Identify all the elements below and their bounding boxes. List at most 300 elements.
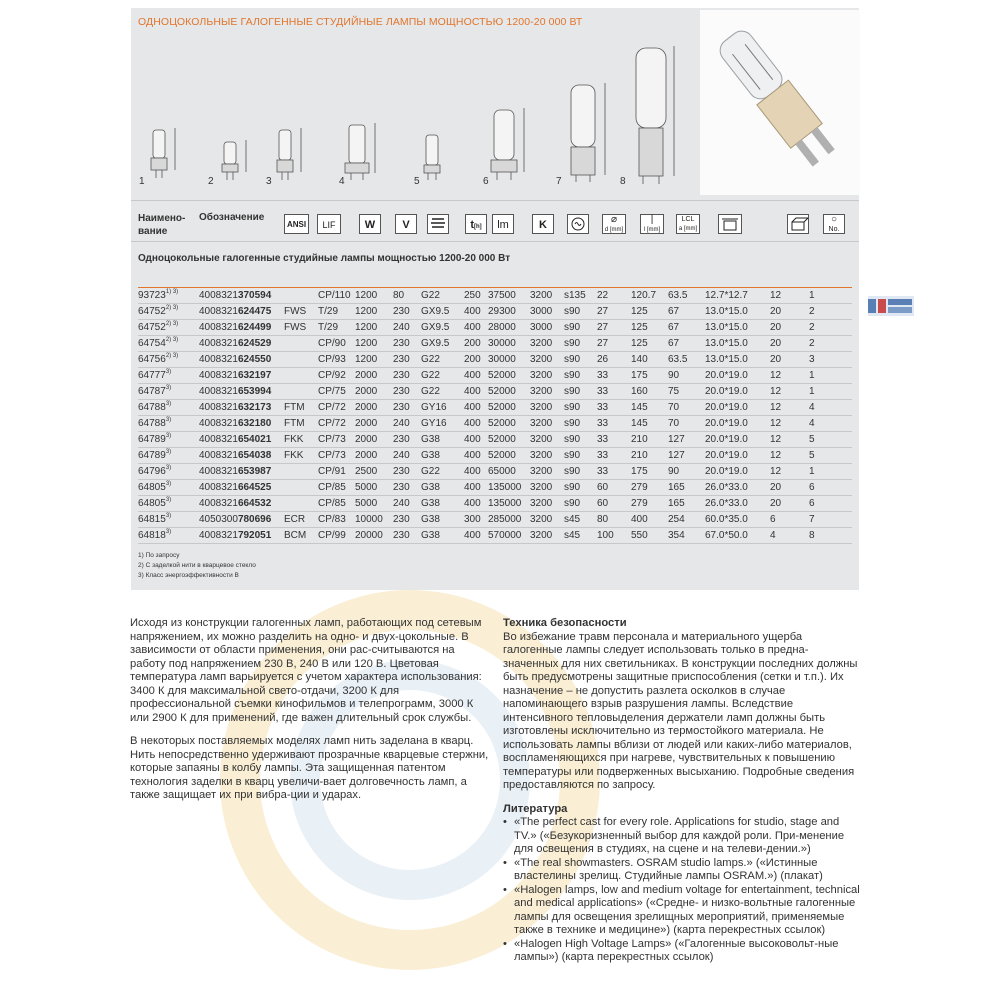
code-suffix: 653994 <box>237 386 272 397</box>
cell-dim: 20.0*19.0 <box>705 432 770 448</box>
cell-designation <box>199 288 284 304</box>
cell-k: 3200 <box>530 448 564 464</box>
cell-base: G38 <box>421 528 464 544</box>
header-name: Наимено- вание <box>138 213 186 237</box>
cell-v: 230 <box>393 368 421 384</box>
cell-name <box>138 368 199 384</box>
cell-ansi <box>284 368 318 384</box>
cell-fil: s90 <box>564 464 597 480</box>
cell-no: 4 <box>809 416 852 432</box>
table-row <box>138 464 852 480</box>
right-text-column <box>503 617 863 965</box>
code-prefix: 4008321 <box>199 434 238 445</box>
lamp-name: 64818 <box>138 530 166 541</box>
table-row <box>138 528 852 544</box>
cell-lcl: 127 <box>668 448 705 464</box>
lamp-name: 64805 <box>138 482 166 493</box>
cell-dim: 20.0*19.0 <box>705 464 770 480</box>
ansi-icon: ANSI <box>284 214 309 234</box>
cell-lm: 52000 <box>488 400 530 416</box>
cell-d: 27 <box>597 304 631 320</box>
code-prefix: 4008321 <box>199 354 238 365</box>
cell-lcl: 354 <box>668 528 705 544</box>
table-row <box>138 448 852 464</box>
cell-ansi <box>284 352 318 368</box>
cell-lcl: 63.5 <box>668 288 705 304</box>
cell-w: 2000 <box>355 416 393 432</box>
cell-t: 400 <box>464 448 488 464</box>
divider <box>131 241 859 242</box>
cell-lcl: 70 <box>668 416 705 432</box>
lcl-label: LCL <box>681 216 695 223</box>
code-suffix: 632173 <box>237 402 272 413</box>
cell-ansi: BCM <box>284 528 318 544</box>
cell-w: 1200 <box>355 304 393 320</box>
cell-base: GX9.5 <box>421 336 464 352</box>
code-prefix: 4008321 <box>199 498 238 509</box>
cell-lif: CP/72 <box>318 416 355 432</box>
cell-w: 1200 <box>355 288 393 304</box>
cell-pack: 20 <box>770 304 809 320</box>
pack-icon <box>787 214 809 234</box>
cell-fil: s90 <box>564 416 597 432</box>
cell-v: 80 <box>393 288 421 304</box>
life-unit: [h] <box>474 224 482 230</box>
cell-l: 279 <box>631 496 668 512</box>
cell-ansi <box>284 496 318 512</box>
cell-w: 20000 <box>355 528 393 544</box>
length-icon: | l [mm] <box>640 214 664 234</box>
code-prefix: 4008321 <box>199 402 238 413</box>
cell-w: 2000 <box>355 432 393 448</box>
footnote-ref: 3) <box>165 369 172 375</box>
cell-designation <box>199 464 284 480</box>
cell-lm: 30000 <box>488 352 530 368</box>
cell-lif: CP/72 <box>318 400 355 416</box>
lamp-number: 1 <box>139 176 145 187</box>
cell-t: 400 <box>464 304 488 320</box>
cell-fil: s90 <box>564 496 597 512</box>
cell-k: 3200 <box>530 416 564 432</box>
cell-no: 1 <box>809 384 852 400</box>
diameter-icon: ⌀ d [mm] <box>602 214 626 234</box>
cell-dim: 20.0*19.0 <box>705 368 770 384</box>
cell-w: 10000 <box>355 512 393 528</box>
cell-dim: 67.0*50.0 <box>705 528 770 544</box>
cell-lcl: 165 <box>668 496 705 512</box>
code-prefix: 4008321 <box>199 450 238 461</box>
cell-name <box>138 384 199 400</box>
kelvin-icon: K <box>532 214 554 234</box>
cell-pack: 12 <box>770 400 809 416</box>
cell-w: 2000 <box>355 384 393 400</box>
cell-pack: 20 <box>770 320 809 336</box>
cell-lif: CP/92 <box>318 368 355 384</box>
cell-w: 5000 <box>355 480 393 496</box>
cell-lm: 285000 <box>488 512 530 528</box>
cell-fil: s135 <box>564 288 597 304</box>
cell-no: 2 <box>809 304 852 320</box>
cell-l: 210 <box>631 432 668 448</box>
lamp-photo <box>700 10 860 195</box>
cell-designation <box>199 496 284 512</box>
table-row <box>138 320 852 336</box>
literature-item: • «The perfect cast for every role. Applications for studio, stage and TV.» («Безукоризненный выбор для каждой роли. При-менение для освещения в студиях, на сцене и на телеви-дении.») <box>503 816 863 857</box>
dims-icon <box>718 214 742 234</box>
lamp-name: 64787 <box>138 386 166 397</box>
lamp-drawing-3 <box>277 128 301 180</box>
cell-lm: 29300 <box>488 304 530 320</box>
code-prefix: 4008321 <box>199 290 238 301</box>
base-icon <box>427 214 449 234</box>
code-suffix: 370594 <box>237 290 272 301</box>
cell-v: 240 <box>393 320 421 336</box>
cell-name <box>138 304 199 320</box>
cell-lif: CP/73 <box>318 432 355 448</box>
header-designation: Обозначение <box>199 212 265 223</box>
cell-w: 2000 <box>355 368 393 384</box>
lamp-number: 6 <box>483 176 489 187</box>
cell-base: G22 <box>421 368 464 384</box>
cell-d: 80 <box>597 512 631 528</box>
code-prefix: 4050300 <box>199 514 238 525</box>
cell-lm: 52000 <box>488 432 530 448</box>
cell-fil: s90 <box>564 336 597 352</box>
cell-lcl: 90 <box>668 368 705 384</box>
cell-lif: CP/75 <box>318 384 355 400</box>
lamp-name: 64752 <box>138 306 166 317</box>
lamp-number: 8 <box>620 176 626 187</box>
cell-lm: 52000 <box>488 368 530 384</box>
cell-d: 26 <box>597 352 631 368</box>
cell-lm: 570000 <box>488 528 530 544</box>
cell-v: 240 <box>393 416 421 432</box>
cell-designation <box>199 416 284 432</box>
cell-l: 125 <box>631 304 668 320</box>
cell-lif: T/29 <box>318 320 355 336</box>
cell-lm: 37500 <box>488 288 530 304</box>
cell-l: 210 <box>631 448 668 464</box>
cell-no: 4 <box>809 400 852 416</box>
cell-l: 125 <box>631 320 668 336</box>
cell-name <box>138 480 199 496</box>
cell-lm: 52000 <box>488 416 530 432</box>
literature-list <box>503 816 863 965</box>
code-suffix: 780696 <box>237 514 272 525</box>
cell-lcl: 70 <box>668 400 705 416</box>
cell-v: 230 <box>393 352 421 368</box>
cell-pack: 20 <box>770 352 809 368</box>
cell-ansi <box>284 480 318 496</box>
cell-t: 400 <box>464 400 488 416</box>
life-icon <box>465 214 487 234</box>
cell-k: 3200 <box>530 336 564 352</box>
footnote-ref: 3) <box>165 465 172 471</box>
cell-pack: 20 <box>770 336 809 352</box>
cell-t: 200 <box>464 336 488 352</box>
cell-k: 3200 <box>530 400 564 416</box>
safety-heading: Техника безопасности <box>503 617 627 629</box>
cell-lcl: 63.5 <box>668 352 705 368</box>
footnote-ref: 3) <box>165 417 172 423</box>
watt-icon: W <box>359 214 381 234</box>
code-prefix: 4008321 <box>199 418 238 429</box>
cell-l: 160 <box>631 384 668 400</box>
lamp-name: 64754 <box>138 338 166 349</box>
cell-dim: 20.0*19.0 <box>705 448 770 464</box>
code-suffix: 632180 <box>237 418 272 429</box>
number-icon: ○ No. <box>823 214 845 234</box>
table-row <box>138 352 852 368</box>
cell-lif: CP/85 <box>318 480 355 496</box>
cell-lm: 28000 <box>488 320 530 336</box>
cell-l: 400 <box>631 512 668 528</box>
code-suffix: 664525 <box>237 482 272 493</box>
cell-fil: s90 <box>564 320 597 336</box>
footnote: 2) С заделкой нити в кварцевое стекло <box>138 562 256 569</box>
cell-lm: 135000 <box>488 496 530 512</box>
lumen-icon: lm <box>492 214 514 234</box>
literature-item: • «Halogen lamps, low and medium voltage for entertainment, technical and medical applications» («Средне- и низко-вольтные галогенные лампы для освещения зрелищных мероприятий, применяемые также в технике и медицине») (карта перекрестных ссылок) <box>503 884 863 938</box>
cell-name <box>138 432 199 448</box>
cell-lm: 65000 <box>488 464 530 480</box>
cell-t: 200 <box>464 352 488 368</box>
cell-dim: 26.0*33.0 <box>705 496 770 512</box>
table-row <box>138 480 852 496</box>
footnote-ref: 3) <box>165 513 172 519</box>
code-suffix: 624529 <box>237 338 272 349</box>
table-row <box>138 512 852 528</box>
cell-dim: 20.0*19.0 <box>705 400 770 416</box>
cell-name <box>138 352 199 368</box>
cell-name <box>138 512 199 528</box>
cell-k: 3200 <box>530 352 564 368</box>
cell-d: 33 <box>597 400 631 416</box>
cell-lif: CP/93 <box>318 352 355 368</box>
cell-designation <box>199 528 284 544</box>
cell-ansi <box>284 336 318 352</box>
cell-designation <box>199 320 284 336</box>
cell-ansi <box>284 384 318 400</box>
table-row <box>138 384 852 400</box>
footnote-ref: 1) 3) <box>165 289 179 295</box>
cell-w: 2000 <box>355 448 393 464</box>
cell-fil: s45 <box>564 512 597 528</box>
cell-no: 8 <box>809 528 852 544</box>
cell-base: G22 <box>421 384 464 400</box>
safety-text: Во избежание травм персонала и материального ущерба галогенные лампы следует использовать только в предна-значенных для них светильниках. В конструкции последних должны быть предусмотрены защитные приспособления (сетки и т.п.). Их назначение – не допустить разлета осколков в случае напоминающего взрыв разрушения лампы. Вследствие интенсивного тепловыделения держатели ламп должны быть изготовлены исключительно из термостойкого материала. Не использовать лампы вблизи от людей или каких-либо материалов, воспламеняющихся при нагреве, чувствительных к повышению температуры или подверженных высыханию. Подробные сведения предоставляются по запросу. <box>503 630 858 791</box>
cell-name <box>138 464 199 480</box>
cell-no: 1 <box>809 288 852 304</box>
cell-ansi: FWS <box>284 304 318 320</box>
cell-pack: 20 <box>770 496 809 512</box>
cell-lif: T/29 <box>318 304 355 320</box>
cell-fil: s90 <box>564 448 597 464</box>
cell-w: 1200 <box>355 352 393 368</box>
cell-v: 230 <box>393 528 421 544</box>
cell-l: 125 <box>631 336 668 352</box>
lamp-name: 64788 <box>138 418 166 429</box>
cell-no: 6 <box>809 496 852 512</box>
cell-w: 1200 <box>355 336 393 352</box>
page-title: ОДНОЦОКОЛЬНЫЕ ГАЛОГЕННЫЕ СТУДИЙНЫЕ ЛАМПЫ МОЩНОСТЬЮ 1200-20 000 ВТ <box>138 16 583 28</box>
cell-lm: 52000 <box>488 448 530 464</box>
cell-base: G22 <box>421 464 464 480</box>
code-suffix: 624550 <box>237 354 272 365</box>
cell-k: 3200 <box>530 480 564 496</box>
cell-pack: 6 <box>770 512 809 528</box>
cell-dim: 13.0*15.0 <box>705 304 770 320</box>
footnote-ref: 3) <box>165 433 172 439</box>
length-label: l [mm] <box>643 227 661 233</box>
footnote-ref: 2) 3) <box>165 337 179 343</box>
cell-pack: 12 <box>770 384 809 400</box>
literature-item: • «Halogen High Voltage Lamps» («Галогенные высоковольт-ные лампы») (карта перекрестных ссылок) <box>503 938 863 965</box>
cell-l: 175 <box>631 368 668 384</box>
cell-w: 1200 <box>355 320 393 336</box>
footnote-ref: 3) <box>165 481 172 487</box>
lamp-number: 3 <box>266 176 272 187</box>
cell-d: 27 <box>597 336 631 352</box>
cell-l: 550 <box>631 528 668 544</box>
cell-lcl: 90 <box>668 464 705 480</box>
code-prefix: 4008321 <box>199 530 238 541</box>
code-suffix: 654021 <box>237 434 272 445</box>
cell-lif: CP/99 <box>318 528 355 544</box>
cell-t: 400 <box>464 496 488 512</box>
cell-fil: s90 <box>564 480 597 496</box>
cell-no: 6 <box>809 480 852 496</box>
lamp-name: 64789 <box>138 450 166 461</box>
cell-t: 400 <box>464 480 488 496</box>
cell-designation <box>199 368 284 384</box>
lamp-number: 4 <box>339 176 345 187</box>
lamp-name: 64789 <box>138 434 166 445</box>
table-row <box>138 288 852 304</box>
table-subtitle: Одноцокольные галогенные студийные лампы мощностью 1200-20 000 Вт <box>138 253 511 264</box>
cell-d: 100 <box>597 528 631 544</box>
volt-icon: V <box>395 214 417 234</box>
cell-no: 5 <box>809 448 852 464</box>
lamp-drawing-8 <box>636 46 674 184</box>
cell-v: 230 <box>393 384 421 400</box>
cell-v: 230 <box>393 336 421 352</box>
footnote-ref: 3) <box>165 449 172 455</box>
lamp-drawing-1 <box>151 128 175 178</box>
cell-l: 120.7 <box>631 288 668 304</box>
lamp-number: 5 <box>414 176 420 187</box>
code-suffix: 654038 <box>237 450 272 461</box>
cell-d: 33 <box>597 384 631 400</box>
cell-fil: s90 <box>564 352 597 368</box>
cell-lm: 135000 <box>488 480 530 496</box>
cell-v: 230 <box>393 400 421 416</box>
cell-t: 400 <box>464 464 488 480</box>
cell-k: 3200 <box>530 288 564 304</box>
cell-lm: 30000 <box>488 336 530 352</box>
cell-name <box>138 320 199 336</box>
cell-ansi: ECR <box>284 512 318 528</box>
cell-fil: s90 <box>564 432 597 448</box>
cell-base: GY16 <box>421 400 464 416</box>
footnote-ref: 3) <box>165 497 172 503</box>
cell-fil: s90 <box>564 384 597 400</box>
code-prefix: 4008321 <box>199 386 238 397</box>
cell-base: GY16 <box>421 416 464 432</box>
cell-pack: 12 <box>770 448 809 464</box>
cell-k: 3200 <box>530 368 564 384</box>
literature-heading: Литература <box>503 802 568 815</box>
cell-dim: 20.0*19.0 <box>705 384 770 400</box>
cell-v: 240 <box>393 448 421 464</box>
cell-k: 3000 <box>530 304 564 320</box>
cell-lif: CP/73 <box>318 448 355 464</box>
cell-lcl: 165 <box>668 480 705 496</box>
cell-d: 60 <box>597 496 631 512</box>
code-prefix: 4008321 <box>199 322 238 333</box>
cell-v: 240 <box>393 496 421 512</box>
code-suffix: 664532 <box>237 498 272 509</box>
cell-lcl: 67 <box>668 304 705 320</box>
lamp-name: 64756 <box>138 354 166 365</box>
cell-base: G38 <box>421 480 464 496</box>
life-label: t <box>470 219 474 231</box>
table-row <box>138 496 852 512</box>
cell-dim: 12.7*12.7 <box>705 288 770 304</box>
cell-l: 145 <box>631 416 668 432</box>
cell-l: 279 <box>631 480 668 496</box>
lamp-name: 64788 <box>138 402 166 413</box>
cell-ansi <box>284 288 318 304</box>
table-row <box>138 336 852 352</box>
table-row <box>138 304 852 320</box>
lamp-name: 93723 <box>138 290 166 301</box>
cell-lcl: 127 <box>668 432 705 448</box>
code-suffix: 624475 <box>237 306 272 317</box>
cell-fil: s90 <box>564 400 597 416</box>
cell-v: 230 <box>393 512 421 528</box>
cell-designation <box>199 512 284 528</box>
cell-designation <box>199 304 284 320</box>
cell-k: 3200 <box>530 528 564 544</box>
cell-base: G38 <box>421 448 464 464</box>
cell-no: 5 <box>809 432 852 448</box>
cell-d: 60 <box>597 480 631 496</box>
footnote-ref: 3) <box>165 401 172 407</box>
cell-l: 140 <box>631 352 668 368</box>
cell-v: 230 <box>393 480 421 496</box>
cell-lcl: 254 <box>668 512 705 528</box>
cell-d: 33 <box>597 368 631 384</box>
cell-pack: 12 <box>770 464 809 480</box>
code-suffix: 624499 <box>237 322 272 333</box>
cell-t: 400 <box>464 368 488 384</box>
cell-dim: 60.0*35.0 <box>705 512 770 528</box>
lamp-drawing-5 <box>424 135 440 180</box>
cell-dim: 26.0*33.0 <box>705 480 770 496</box>
table-row <box>138 432 852 448</box>
cell-lif: CP/91 <box>318 464 355 480</box>
cell-dim: 13.0*15.0 <box>705 320 770 336</box>
cell-d: 33 <box>597 448 631 464</box>
cell-no: 1 <box>809 368 852 384</box>
cell-base: G38 <box>421 496 464 512</box>
cell-no: 2 <box>809 336 852 352</box>
lamp-diagrams <box>131 30 691 195</box>
cell-lm: 52000 <box>488 384 530 400</box>
lamp-name: 64805 <box>138 498 166 509</box>
cell-k: 3200 <box>530 384 564 400</box>
